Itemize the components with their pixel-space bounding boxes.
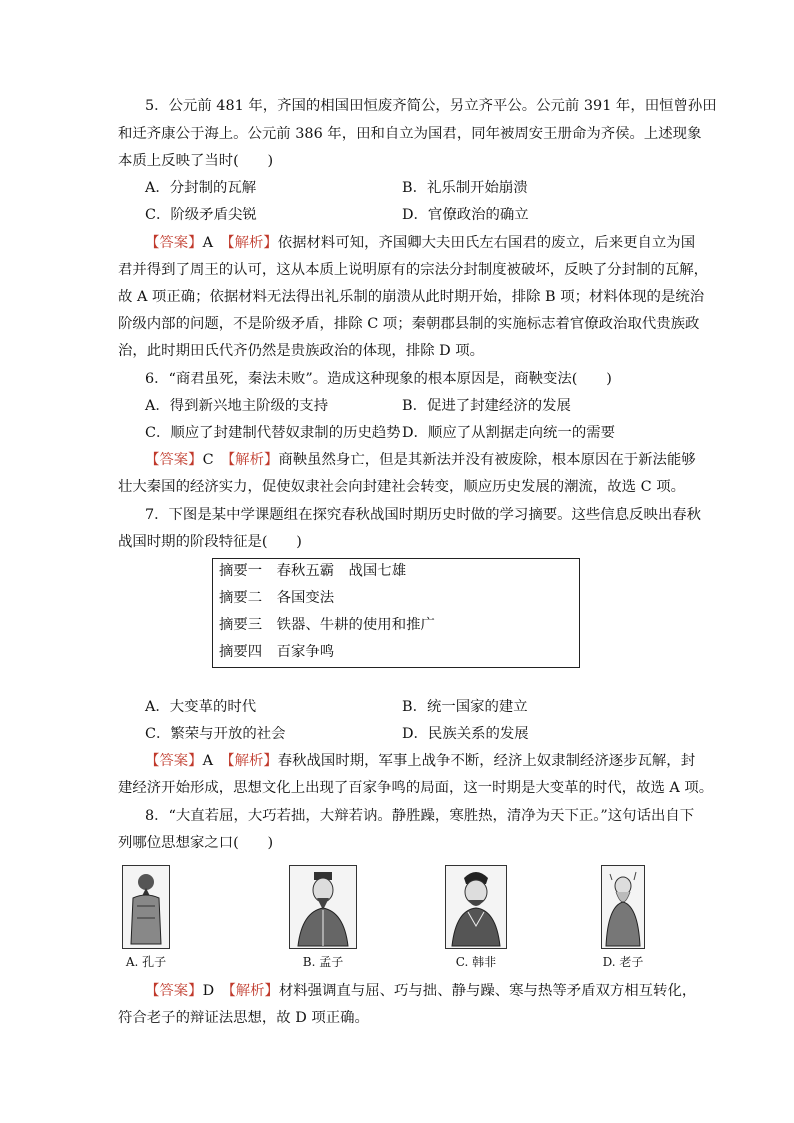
question-stem-line: 5．公元前 481 年，齐国的相国田恒废齐简公，另立齐平公。公元前 391 年，田恒曾孙田 [145, 98, 717, 114]
analysis-text: 阶级内部的问题，不是阶级矛盾，排除 C 项；秦朝郡县制的实施标志着官僚政治取代贵族政 [118, 316, 700, 332]
summary-row: 摘要二 各国变法 [219, 590, 335, 606]
option-d: D．顺应了从割据走向统一的需要 [402, 425, 616, 441]
summary-row: 摘要三 铁器、牛耕的使用和推广 [219, 617, 435, 633]
question-stem-line: 列哪位思想家之口( ) [118, 835, 274, 851]
question-stem-line: 6．“商君虽死，秦法未败”。造成这种现象的根本原因是，商鞅变法( ) [145, 371, 612, 387]
analysis-text: 故 A 项正确；依据材料无法得出礼乐制的崩溃从此时期开始，排除 B 项；材料体现的是统治 [118, 289, 705, 305]
analysis-text: 商鞅虽然身亡，但是其新法并没有被废除，根本原因在于新法能够 [278, 452, 696, 468]
analysis-tag: 【解析】 [228, 983, 279, 999]
mencius-figure-icon [290, 866, 356, 948]
analysis-text: 依据材料可知，齐国卿大夫田氏左右国君的废立，后来更自立为国 [277, 235, 696, 251]
portrait-laozi-image [601, 865, 645, 949]
summary-table [212, 558, 580, 668]
question-stem-line: 8．“大直若屈，大巧若拙，大辩若讷。静胜躁，寒胜热，清净为天下正。”这句话出自下 [145, 808, 695, 824]
summary-row: 摘要四 百家争鸣 [219, 644, 335, 660]
analysis-text: 壮大秦国的经济实力，促使奴隶社会向封建社会转变，顺应历史发展的潮流，故选 C 项。 [118, 479, 686, 495]
analysis-text: 建经济开始形成，思想文化上出现了百家争鸣的局面，这一时期是大变革的时代，故选 A 项。 [118, 780, 714, 796]
analysis-text: 符合老子的辩证法思想，故 D 项正确。 [118, 1010, 369, 1026]
analysis-tag: 【解析】 [227, 235, 278, 251]
question-stem-line: 7．下图是某中学课题组在探究春秋战国时期历史时做的学习摘要。这些信息反映出春秋 [145, 507, 702, 523]
option-b: B．促进了封建经济的发展 [402, 398, 571, 414]
answer-tag: 【答案】 [145, 983, 203, 999]
analysis-text: 君并得到了周王的认可，这从本质上说明原有的宗法分封制度被破坏，反映了分封制的瓦解， [118, 262, 709, 278]
question-stem-line: 战国时期的阶段特征是( ) [118, 534, 302, 550]
portrait-caption: D. 老子 [602, 955, 644, 969]
answer-tag: 【答案】 [145, 753, 203, 769]
analysis-text: 春秋战国时期，军事上战争不断，经济上奴隶制经济逐步瓦解，封 [277, 753, 696, 769]
answer-value: A [202, 235, 228, 251]
answer-value: C [202, 452, 228, 468]
portrait-caption: A. 孔子 [125, 955, 167, 969]
answer-value: A [202, 753, 228, 769]
answer-analysis-line [145, 751, 695, 771]
summary-row: 摘要一 春秋五霸 战国七雄 [219, 563, 407, 579]
portrait-caption: C. 韩非 [455, 955, 497, 969]
analysis-text: 材料强调直与屈、巧与拙、静与躁、寒与热等矛盾双方相互转化， [278, 983, 697, 999]
portrait-hanfei-image [445, 865, 507, 949]
option-b: B．礼乐制开始崩溃 [402, 180, 528, 196]
answer-analysis-line [145, 981, 696, 1001]
analysis-text: 治，此时期田氏代齐仍然是贵族政治的体现，排除 D 项。 [118, 343, 485, 359]
option-b: B．统一国家的建立 [402, 699, 528, 715]
laozi-figure-icon [602, 866, 644, 948]
option-d: D．民族关系的发展 [402, 726, 529, 742]
question-stem-line: 和迁齐康公于海上。公元前 386 年，田和自立为国君，同年被周安王册命为齐侯。上述现象 [118, 126, 702, 142]
option-a: A．得到新兴地主阶级的支持 [145, 398, 329, 414]
portrait-mencius-image [289, 865, 357, 949]
answer-analysis-line [145, 233, 695, 253]
portrait-caption: B. 孟子 [302, 955, 344, 969]
analysis-tag: 【解析】 [227, 452, 279, 468]
answer-tag: 【答案】 [145, 452, 203, 468]
answer-analysis-line [145, 450, 696, 470]
option-c: C．繁荣与开放的社会 [145, 726, 286, 742]
option-c: C．顺应了封建制代替奴隶制的历史趋势 [145, 425, 401, 441]
option-d: D．官僚政治的确立 [402, 207, 529, 223]
answer-value: D [202, 983, 229, 999]
analysis-tag: 【解析】 [227, 753, 278, 769]
option-c: C．阶级矛盾尖锐 [145, 207, 257, 223]
confucius-figure-icon [123, 866, 169, 948]
portrait-confucius-image [122, 865, 170, 949]
answer-tag: 【答案】 [145, 235, 203, 251]
hanfei-figure-icon [446, 866, 506, 948]
question-stem-line: 本质上反映了当时( ) [118, 153, 274, 169]
option-a: A．分封制的瓦解 [145, 180, 257, 196]
option-a: A．大变革的时代 [145, 699, 257, 715]
